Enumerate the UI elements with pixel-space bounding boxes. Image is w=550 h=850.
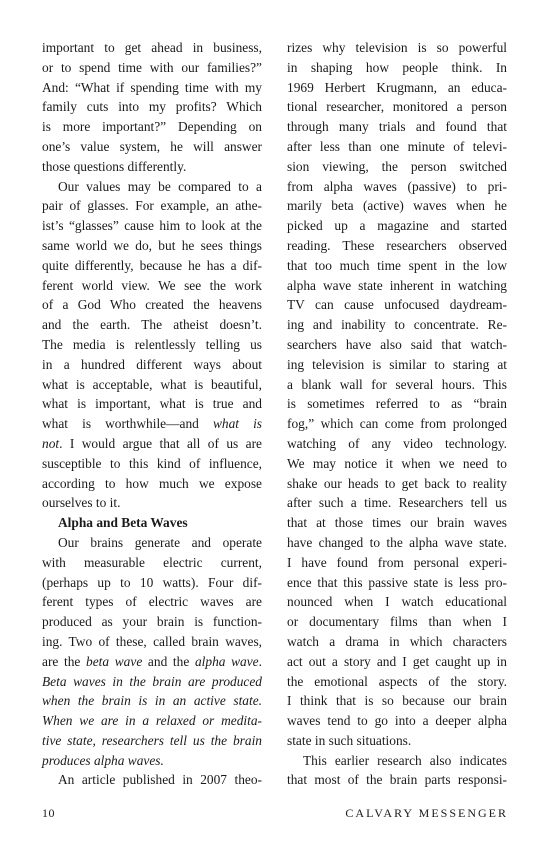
text-line: one’s value system, he will answer <box>42 138 262 154</box>
text-line: fog,” which can come from prolonged <box>287 416 507 432</box>
text-line: An article published in 2007 theo- <box>58 772 262 788</box>
text-line: waves tend to go into a deeper alpha <box>287 713 507 729</box>
text-line: have changed to the alpha wave state. <box>287 534 507 550</box>
text-line: ence that this passive state is less pro- <box>287 574 507 590</box>
text-line: Beta waves in the brain are produced <box>42 673 262 689</box>
text-line: TV can cause unfocused daydream- <box>287 297 507 313</box>
text-line: The media is relentlessly telling us <box>42 336 262 352</box>
text-line: according to how much we expose <box>42 475 262 491</box>
text-line: alpha wave state inherent in watching <box>287 277 507 293</box>
text-line: what is worthwhile—and what is <box>42 416 262 432</box>
text-line: (perhaps up to 10 watts). Four dif- <box>42 574 262 590</box>
left-text-column <box>42 38 262 790</box>
text-line: after such a time. Researchers tell us <box>287 495 507 511</box>
text-line: the emotional aspects of the story. <box>287 673 507 689</box>
text-line: what is important, what is true and <box>42 396 262 412</box>
text-line: sion viewing, the person switched <box>287 158 507 174</box>
text-line: Our values may be compared to a <box>58 178 262 194</box>
text-line: And: “What if spending time with my <box>42 79 262 95</box>
text-line: ing and inability to concentrate. Re- <box>287 317 507 333</box>
text-line: after less than one minute of televi- <box>287 138 507 154</box>
text-line: picked up a magazine and started <box>287 218 507 234</box>
text-line: when the brain is in an active state. <box>42 693 262 709</box>
text-line: or to spend time with our families?” <box>42 59 262 75</box>
text-line: and the earth. The atheist doesn’t. <box>42 317 262 333</box>
page-footer <box>42 806 508 826</box>
page-number: 10 <box>42 806 55 820</box>
text-line: quite differently, because he has a dif- <box>42 257 262 273</box>
text-line: rizes why television is so powerful <box>287 40 507 55</box>
text-line: Our brains generate and operate <box>58 534 262 550</box>
text-line: tive state, researchers tell us the brain <box>42 732 262 748</box>
text-line: ing television is similar to staring at <box>287 356 507 372</box>
text-line: through many trials and found that <box>287 119 507 135</box>
text-line: ferent types of electric waves are <box>42 594 262 610</box>
text-line: that at those times our brain waves <box>287 515 507 531</box>
text-line: with measurable electric current, <box>42 554 262 570</box>
text-line: act out a story and I get caught up in <box>287 653 507 669</box>
text-line: When we are in a relaxed or medita- <box>42 713 262 729</box>
text-line: We may notice it when we need to <box>287 455 507 471</box>
text-line: of a God Who created the heavens <box>42 297 262 313</box>
section-heading: Alpha and Beta Waves <box>58 515 188 531</box>
text-line: watch a drama in which characters <box>287 633 507 649</box>
text-line: nounced when I watch educational <box>287 594 507 610</box>
text-line: in a hundred different ways about <box>42 356 262 372</box>
text-line: that too much time spent in the low <box>287 257 507 273</box>
text-line: are the beta wave and the alpha wave. <box>42 653 262 669</box>
text-line: is more important?” Depending on <box>42 119 262 135</box>
text-line: shake our heads to get back to reality <box>287 475 507 491</box>
running-title: CALVARY MESSENGER <box>345 806 508 820</box>
text-line: produces alpha waves. <box>42 752 164 768</box>
text-line: from alpha waves (passive) to pri- <box>287 178 507 194</box>
text-line: reading. These researchers observed <box>287 237 507 253</box>
text-line: 1969 Herbert Krugmann, an educa- <box>287 79 507 95</box>
text-line: susceptible to this kind of influence, <box>42 455 262 471</box>
text-line: in shaping how people think. In <box>287 59 507 75</box>
text-line: ourselves to it. <box>42 495 121 511</box>
text-line: same world we do, but he sees things <box>42 237 262 253</box>
text-line: marily beta (active) waves when he <box>287 198 507 214</box>
text-line: a blank wall for several hours. This <box>287 376 507 392</box>
text-line: is sometimes referred to as “brain <box>287 396 507 412</box>
text-line: watching of any video technology. <box>287 435 507 451</box>
text-line: searchers have also said that watch- <box>287 336 507 352</box>
text-line: I have found from personal experi- <box>287 554 507 570</box>
text-line: not. I would argue that all of us are <box>42 435 262 451</box>
text-line: ist’s “glasses” cause him to look at the <box>42 218 262 234</box>
text-line: ferent world view. We see the work <box>42 277 262 293</box>
text-line: produced as your brain is function- <box>42 614 262 630</box>
right-text-column <box>287 38 507 790</box>
text-line: what is acceptable, what is beautiful, <box>42 376 262 392</box>
text-line: tional researcher, monitored a person <box>287 99 507 115</box>
text-line: those questions differently. <box>42 158 187 174</box>
text-line: that most of the brain parts responsi- <box>287 772 507 788</box>
text-line: ing. Two of these, called brain waves, <box>42 633 262 649</box>
text-line: important to get ahead in business, <box>42 40 262 55</box>
text-line: I think that is so because our brain <box>287 693 507 709</box>
text-line: family cuts into my profits? Which <box>42 99 262 115</box>
text-line: or documentary films than when I <box>287 614 507 630</box>
text-line: This earlier research also indicates <box>303 752 507 768</box>
text-line: pair of glasses. For example, an athe- <box>42 198 262 214</box>
text-line: state in such situations. <box>287 732 412 748</box>
